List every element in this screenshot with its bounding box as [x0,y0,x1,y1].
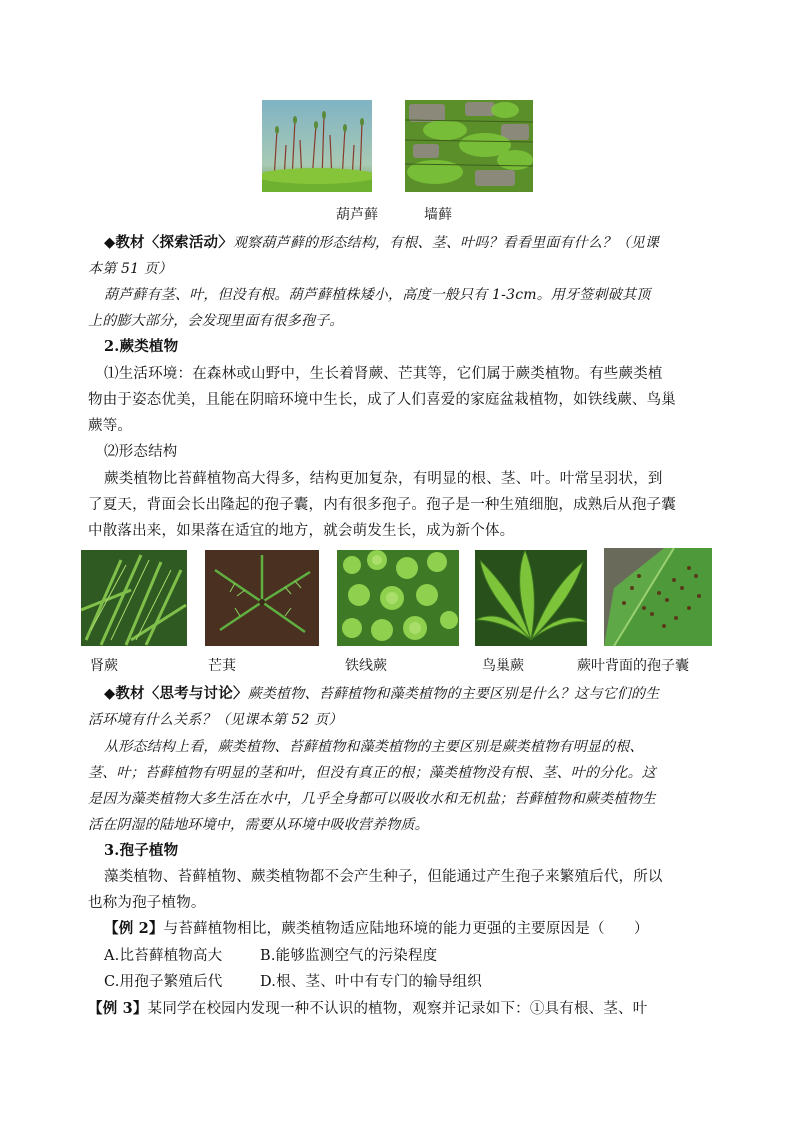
moss-caption-hulu: 葫芦藓 [336,207,378,223]
fern-structure-line-3: 中散落出来，如果落在适宜的地方，就会萌发生长，成为新个体。 [88,523,515,539]
example2-option-b: B.能够监测空气的污染程度 [260,948,438,964]
example2-option-c: C.用孢子繁殖后代 [104,974,223,990]
discussion-answer-line-2: 茎、叶；苔藓植物有明显的茎和叶，但没有真正的根；藻类植物没有根、茎、叶的分化。这 [88,765,656,781]
moss-answer-line-1: 葫芦藓有茎、叶，但没有根。葫芦藓植株矮小，高度一般只有 1-3cm。用牙签刺破其顶 [104,287,651,303]
example2-question-line [104,916,728,942]
example2-options-row-1 [104,943,728,969]
example2-option-a: A.比苔藓植物高大 [104,948,223,964]
fern-caption-shenjue: 肾蕨 [90,658,118,674]
fern-caption-niaochaojue: 鸟巢蕨 [482,658,524,674]
discussion-prefix: ◆教材〈思考与讨论〉 [104,686,248,702]
fern-photo-spore-sacs [604,548,712,646]
fern-photo-niaochaojue [475,550,587,646]
example2-tag: 【例 2】 [104,920,164,937]
fern-caption-mangqi: 芒萁 [208,658,236,674]
moss-photo-hulu [262,100,372,192]
spore-line-1: 藻类植物、苔藓植物、蕨类植物都不会产生种子，但能通过产生孢子来繁殖后代，所以 [104,869,663,885]
discussion-answer-line-1: 从形态结构上看，蕨类植物、苔藓植物和藻类植物的主要区别是蕨类植物有明显的根、 [104,739,644,755]
activity-line-1 [104,230,714,256]
fern-heading: 2.蕨类植物 [104,338,179,355]
example3-tag: 【例 3】 [88,1000,148,1017]
fern-photo-mangqi [205,550,319,646]
fern-photo-tiexianjue [337,550,459,646]
fern-habitat-line-3: 蕨等。 [88,418,133,434]
example2-option-d: D.根、茎、叶中有专门的输导组织 [260,974,482,990]
spore-line-2: 也称为孢子植物。 [88,895,206,911]
discussion-line-1 [104,681,714,707]
example2-options-row-2 [104,969,728,995]
fern-photo-shenjue [81,550,187,646]
activity-line-2: 本第 51 页） [88,261,173,277]
example2-question: 与苔藓植物相比，蕨类植物适应陆地环境的能力更强的主要原因是（ ） [163,921,649,937]
discussion-line-2: 活环境有什么关系？（见课本第 52 页） [88,712,343,728]
activity-prefix: ◆教材〈探索活动〉 [104,235,233,251]
fern-habitat-line-1: ⑴生活环境：在森林或山野中，生长着肾蕨、芒萁等，它们属于蕨类植物。有些蕨类植 [104,366,663,382]
fern-caption-tiexianjue: 铁线蕨 [345,658,387,674]
example3-text: 某同学在校园内发现一种不认识的植物，观察并记录如下：①具有根、茎、叶 [147,1001,648,1017]
fern-structure-line-2: 了夏天，背面会长出隆起的孢子囊，内有很多孢子。孢子是一种生殖细胞，成熟后从孢子囊 [88,497,676,513]
fern-caption-spore-sacs: 蕨叶背面的孢子囊 [577,658,689,674]
discussion-question: 蕨类植物、苔藓植物和藻类植物的主要区别是什么？这与它们的生 [247,686,660,702]
example3-line [88,996,712,1022]
moss-answer-line-2: 上的膨大部分，会发现里面有很多孢子。 [88,313,344,329]
spore-heading: 3.孢子植物 [104,842,179,859]
moss-caption-wall: 墙藓 [424,207,452,223]
fern-structure-title: ⑵形态结构 [104,444,178,460]
discussion-answer-line-3: 是因为藻类植物大多生活在水中，几乎全身都可以吸收水和无机盐；苔藓植物和蕨类植物生 [88,791,656,807]
fern-structure-line-1: 蕨类植物比苔藓植物高大得多，结构更加复杂，有明显的根、茎、叶。叶常呈羽状，到 [104,471,663,487]
activity-question: 观察葫芦藓的形态结构，有根、茎、叶吗？看看里面有什么？（见课 [232,235,659,251]
discussion-answer-line-4: 活在阴湿的陆地环境中，需要从环境中吸收营养物质。 [88,817,429,833]
moss-photo-wall [405,100,533,192]
fern-habitat-line-2: 物由于姿态优美，且能在阴暗环境中生长，成了人们喜爱的家庭盆栽植物，如铁线蕨、鸟巢 [88,392,676,408]
